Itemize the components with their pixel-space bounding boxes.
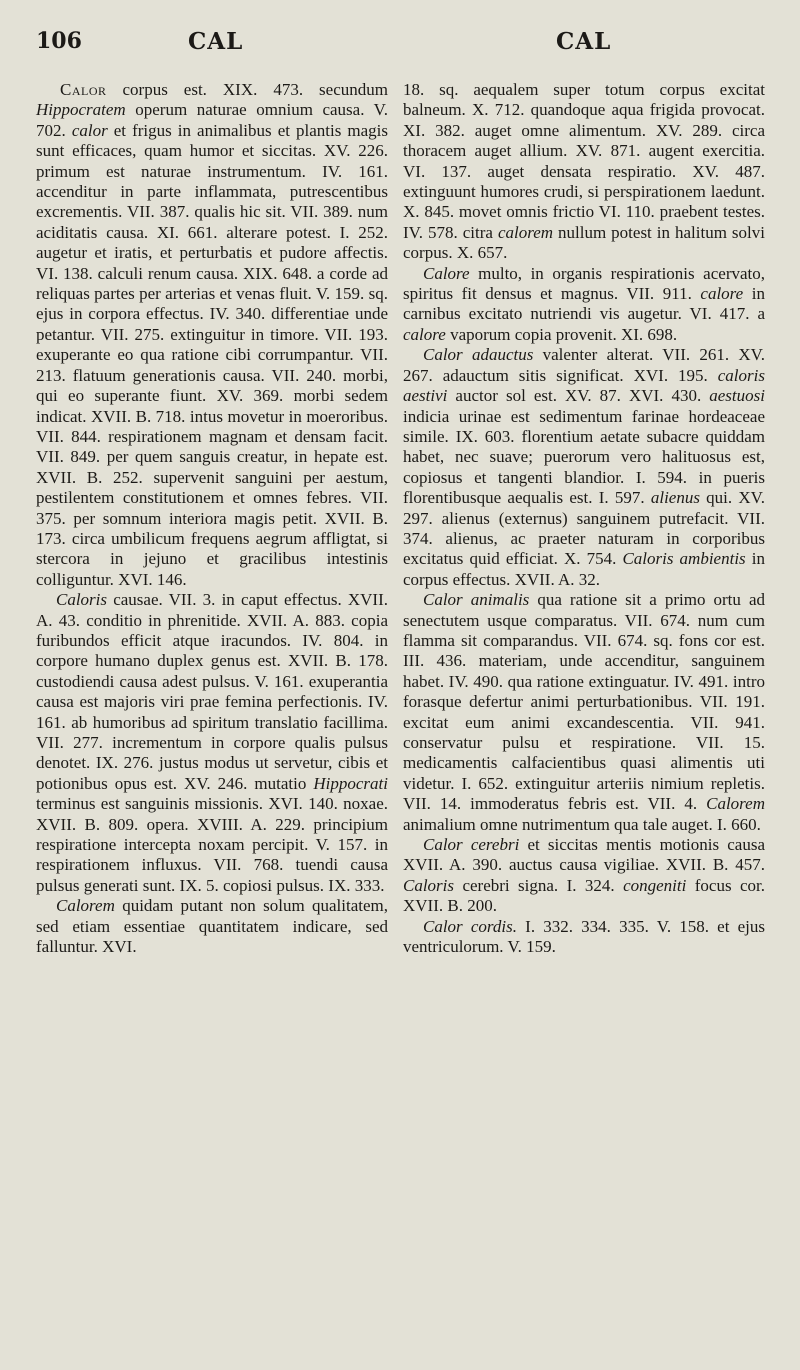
italic-term: Calorem [706, 794, 765, 814]
entry-headword: Calor cordis. [423, 916, 517, 936]
page-header [0, 28, 800, 64]
italic-term: calore [403, 324, 446, 344]
italic-term: Caloris ambientis [622, 549, 746, 569]
entry-text: auctor sol est. XV. 87. XVI. 430. [447, 386, 710, 406]
entry-text: focus cor. XVII. B. 200. [403, 875, 765, 916]
entry-text: terminus est sanguinis missionis. XVI. 140. noxae. XVII. B. 809. opera. XVIII. A. 229. principium respiratione intercepta noxam percipit. V. 157. in respirationem influxus. VII. 768. tuendi causa pulsus generati sunt. IX. 5. copiosi pulsus. IX. 333. [36, 794, 388, 895]
entry-calore [403, 264, 765, 346]
entry-text: vaporum copia provenit. XI. 698. [445, 324, 678, 344]
entry-text: valenter alterat. VII. 261. XV. 267. adauctum sitis significat. XVI. 195. [403, 345, 765, 385]
italic-term: Caloris [403, 875, 455, 895]
italic-term: calore [700, 284, 744, 304]
entry-text: et siccitas mentis motionis causa XVII. A. 390. auctus causa vigiliae. XVII. B. 457. [403, 835, 765, 875]
italic-term: calorem [497, 222, 554, 242]
entry-text: qua ratione sit a primo ortu ad senectutem usque comparatus. VII. 674. num cum flamma sit comparandus. VII. 674. sq. fons cor est. III. 436. materiam, unde accenditur, sanguinem habet. IV. 490. qua ratione extinguatur. IV. 491. intro forasque defertur animi perturbationibus. VII. 191. excitat eum animi excandescentia. VII. 941. conservatur pulsu et respiratione. VII. 15. medicamentis calfacientibus quasi alimentis uti videtur. I. 652. extinguitur arteriis nimium repletis. VII. 14. immoderatus febris est. VII. 4. [403, 590, 765, 814]
entry-calor-cordis [403, 917, 765, 958]
entry-headword: Caloris [56, 590, 108, 610]
entry-text: qui. XV. 297. alienus (externus) sanguinem putrefacit. VII. 374. alienus, ac praeter naturam in corporibus excitatus quid efficiat. X. 754. [403, 488, 765, 569]
entry-text: animalium omne nutrimentum qua tale auget. I. 660. [403, 814, 761, 834]
entry-headword: Calor cerebri [423, 835, 520, 855]
entry-text: I. 332. 334. 335. V. 158. et ejus ventriculorum. V. 159. [403, 916, 766, 957]
entry-text: corpus est. XIX. 473. secundum [106, 80, 388, 99]
entry-text: operum naturae omnium causa. V. 702. [36, 100, 388, 140]
entry-text: et frigus in animalibus et plantis magis sunt efficaces, quam humor et siccitas. XV. 226. primum est naturae instrumentum. IV. 161. accenditur in parte inflammata, putrescentibus excrementis. VII. 387. qualis hic sit. VII. 389. num aciditatis causa. XI. 661. alterare potest. I. 252. augetur et iratis, et perturbatis et pudore affectis. VI. 138. calculi renum causa. XIX. 648. a corde ad reliquas partes per arterias et venas fluit. V. 159. sq. ejus in corpora effectus. IV. 340. differentiae unde petantur. VII. 275. extinguitur in timore. VII. 193. exuperante eo qua ratione cibi corrumpantur. VII. 213. flatuum generationis causa. VII. 240. morbi, qui eo superante fiunt. XV. 369. morbi sedem indicat. XVII. B. 718. intus movetur in moeroribus. VII. 844. respirationem magnam et densam facit. VII. 849. per quem sanguis creatur, in hepate est. XVII. B. 252. supervenit sanguini per aestum, pestilentem constitutionem et omnes febres. VII. 375. per somnum interiora magis petit. XVII. B. 173. circa umbilicum frequens aegrum affligtat, si stercora in jejuno et gracilibus intestinis colliguntur. XVI. 146. [36, 120, 389, 589]
entry-text: causae. VII. 3. in caput effectus. XVII. A. 43. conditio in phrenitide. XVII. A. 883. copia furibundos efficit atque iracundos. IV. 804. in corpore humano duplex genus est. XVII. B. 178. custodiendi causa adest pulsus. V. 161. exuperantia causa est majoris viri prae femina perfectionis. IV. 161. ab humoribus ad spiritum translatio facillima. VII. 277. incrementum in corpore qualis pulsus denotet. IX. 276. justus modus ut servetur, cibis et potionibus opus est. XV. 246. mutatio [36, 590, 388, 793]
entry-headword: Calore [423, 263, 470, 283]
page-number: 106 [36, 28, 82, 54]
running-head-right: CAL [556, 28, 612, 55]
entry-text: nullum potest in halitum solvi corpus. X. 657. [403, 222, 765, 263]
entry-calor-cerebri [403, 835, 765, 917]
italic-term: calor [71, 120, 108, 140]
entry-text: multo, in organis respirationis acervato, spiritus fit densus et magnus. VII. 911. [403, 263, 765, 304]
entry-text: in carnibus excitato nutriendi vis augetur. VI. 417. a [403, 284, 765, 324]
entry-headword: Calor [60, 80, 107, 99]
entry-caloris [36, 590, 388, 896]
entry-calor [36, 80, 388, 590]
entry-text: 18. sq. aequalem super totum corpus excitat balneum. X. 712. quandoque aqua frigida provocat. XI. 382. auget omne alimentum. XV. 289. circa thoracem auget allium. XV. 871. augent exercitia. VI. 137. auget densata respiratio. XV. 487. extinguunt humores crudi, si perspirationem laedunt. X. 845. movet omnis frictio VI. 110. praebent testes. IV. 578. citra [403, 80, 765, 242]
italic-term: Hippocrati [313, 773, 388, 793]
entry-text: quidam putant non solum qualitatem, sed etiam essentiae quantitatem indicare, sed falluntur. XVI. [36, 896, 388, 957]
italic-term: caloris aestivi [403, 365, 765, 406]
entry-headword: Calorem [56, 896, 115, 916]
italic-term: aestuosi [709, 386, 765, 406]
running-head-left: CAL [188, 28, 244, 55]
entry-calorem-continued [403, 80, 765, 264]
entry-text: indicia urinae est sedimentum farinae hordeaceae simile. IX. 603. florentium aetate subacre quiddam habet, nec suave; puerorum vero halituosus est, copiosus et tangenti blandior. I. 594. in pueris florentibusque aequalis est. I. 597. [403, 406, 765, 508]
entry-calor-animalis [403, 590, 765, 835]
entry-calorem [36, 896, 388, 957]
entry-text: cerebri signa. I. 324. [454, 875, 624, 895]
entry-text: in corpus effectus. XVII. A. 32. [403, 549, 765, 589]
entry-calor-adauctus [403, 345, 765, 590]
italic-term: alienus [650, 488, 700, 508]
entry-headword: Calor animalis [423, 590, 530, 610]
left-column [36, 80, 388, 957]
italic-term: Hippocratem [36, 100, 126, 120]
right-column [403, 80, 765, 957]
italic-term: congeniti [623, 875, 687, 895]
entry-headword: Calor adauctus [423, 345, 534, 365]
